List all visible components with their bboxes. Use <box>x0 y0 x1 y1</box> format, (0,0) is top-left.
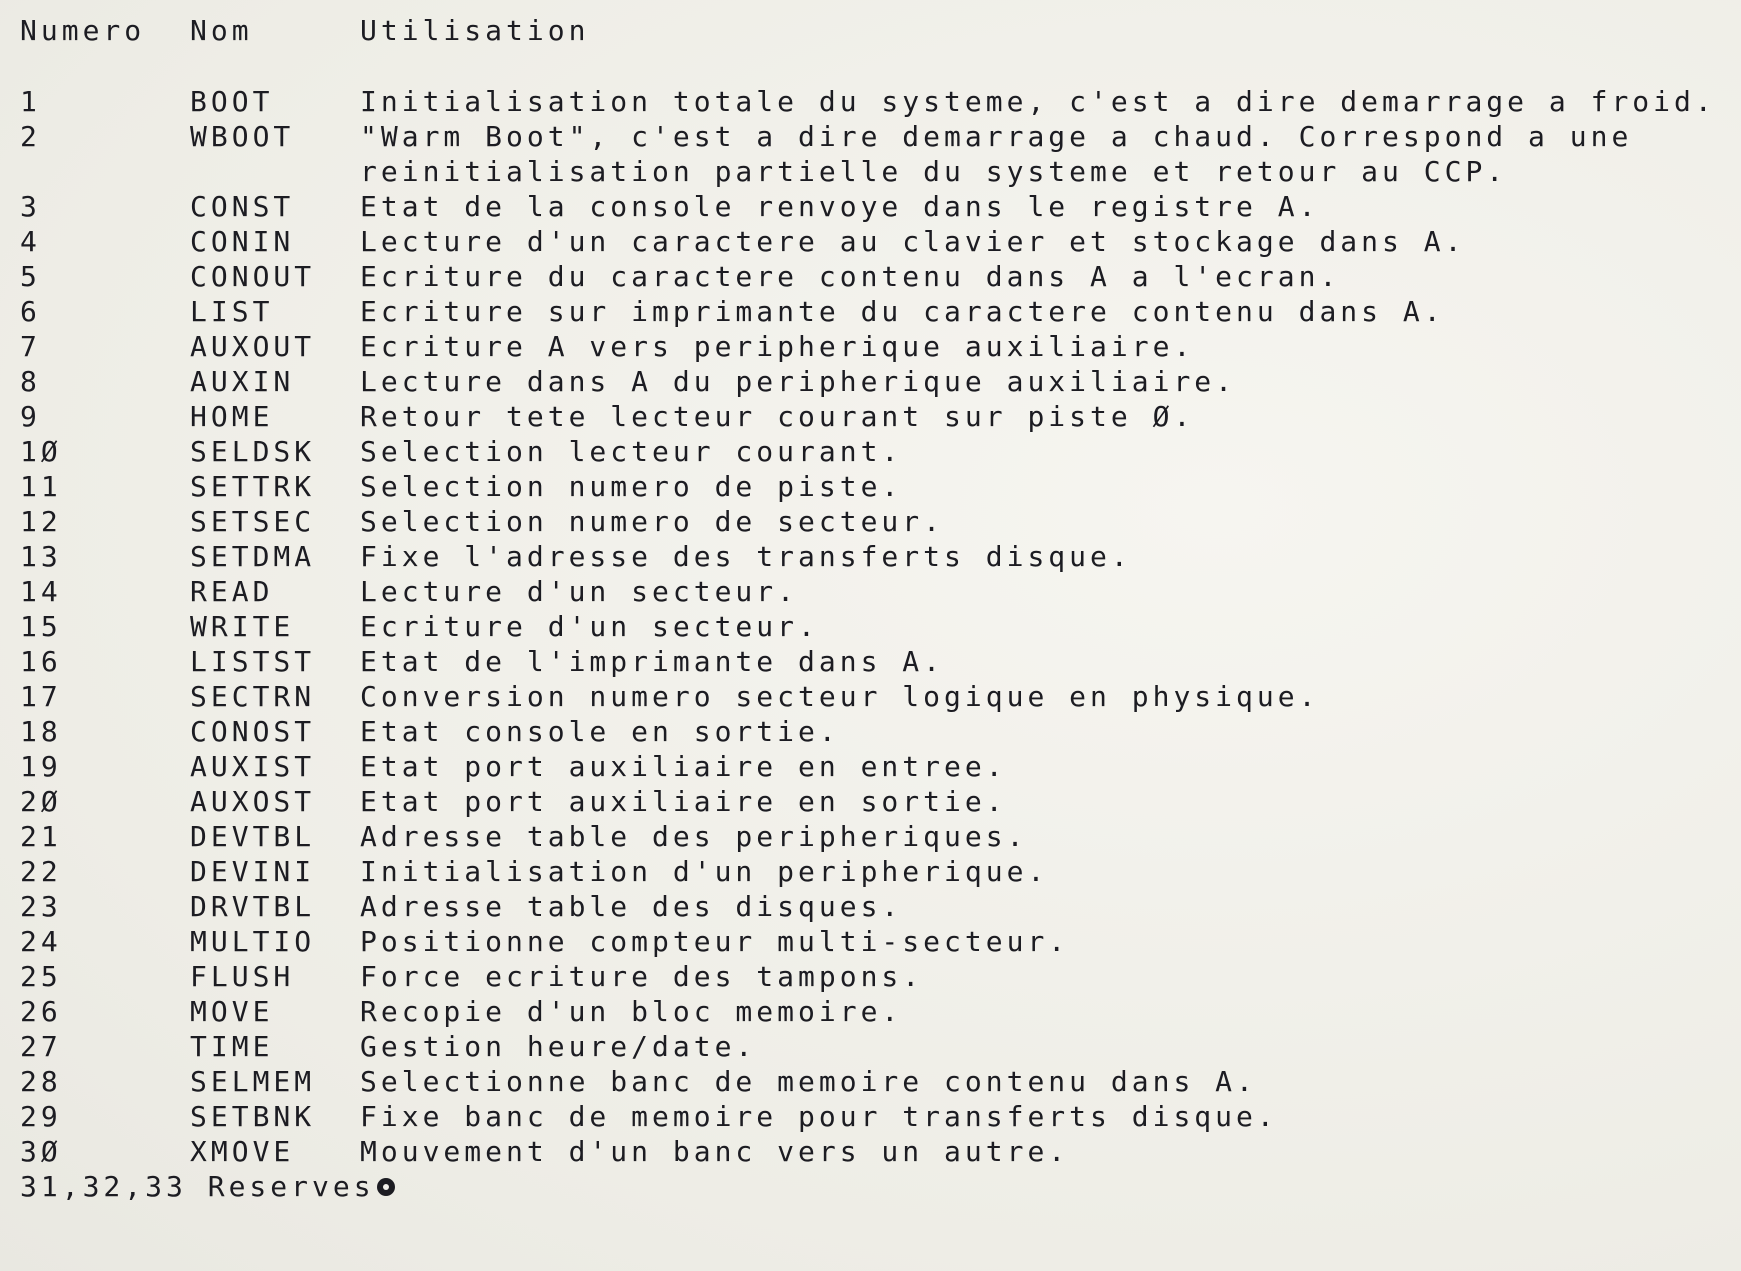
function-description: Etat console en sortie. <box>360 715 840 748</box>
function-name: CONST <box>190 190 295 223</box>
function-name: WRITE <box>190 610 295 643</box>
function-name: AUXIST <box>190 750 316 783</box>
table-body <box>20 84 1720 1169</box>
table-row <box>20 399 1720 434</box>
function-description: Adresse table des peripheriques. <box>360 820 1028 853</box>
function-description: Initialisation d'un peripherique. <box>360 855 1049 888</box>
function-description: Selection lecteur courant. <box>360 435 903 468</box>
function-name: XMOVE <box>190 1135 295 1168</box>
function-name: CONIN <box>190 225 295 258</box>
function-number: 13 <box>20 540 62 573</box>
function-name: MOVE <box>190 995 274 1028</box>
function-description: Retour tete lecteur courant sur piste Ø. <box>360 400 1195 433</box>
function-description: Ecriture du caractere contenu dans A a l'ecran. <box>360 260 1341 293</box>
function-number: 27 <box>20 1030 62 1063</box>
function-number: 7 <box>20 330 41 363</box>
function-name: DEVTBL <box>190 820 316 853</box>
function-description: Lecture dans A du peripherique auxiliaire. <box>360 365 1237 398</box>
reserved-text: 31,32,33 Reserves <box>20 1170 375 1203</box>
function-number: 21 <box>20 820 62 853</box>
function-description: Etat de la console renvoye dans le registre A. <box>360 190 1320 223</box>
function-description: Selectionne banc de memoire contenu dans A. <box>360 1065 1257 1098</box>
bios-function-table <box>20 14 1720 1204</box>
function-description: Etat port auxiliaire en sortie. <box>360 785 1007 818</box>
function-number: 24 <box>20 925 62 958</box>
function-description: Positionne compteur multi-secteur. <box>360 925 1070 958</box>
function-number: 17 <box>20 680 62 713</box>
function-number: 22 <box>20 855 62 888</box>
function-number: 5 <box>20 260 41 293</box>
function-number: 6 <box>20 295 41 328</box>
function-description: Gestion heure/date. <box>360 1030 757 1063</box>
function-number: 4 <box>20 225 41 258</box>
function-name: SETDMA <box>190 540 316 573</box>
function-name: WBOOT <box>190 120 295 153</box>
table-row <box>20 714 1720 749</box>
function-name: CONOUT <box>190 260 316 293</box>
function-number: 1Ø <box>20 435 62 468</box>
header-utilisation: Utilisation <box>360 14 590 47</box>
table-row <box>20 84 1720 119</box>
table-row <box>20 819 1720 854</box>
table-row <box>20 329 1720 364</box>
function-description: Fixe banc de memoire pour transferts disque. <box>360 1100 1278 1133</box>
table-row <box>20 644 1720 679</box>
table-row <box>20 224 1720 259</box>
table-row <box>20 1029 1720 1064</box>
function-number: 29 <box>20 1100 62 1133</box>
reserved-note <box>20 1169 1720 1204</box>
function-number: 25 <box>20 960 62 993</box>
function-number: 3Ø <box>20 1135 62 1168</box>
table-row <box>20 539 1720 574</box>
function-number: 2Ø <box>20 785 62 818</box>
function-name: AUXOUT <box>190 330 316 363</box>
function-number: 1 <box>20 85 41 118</box>
function-name: SECTRN <box>190 680 316 713</box>
function-name: SETTRK <box>190 470 316 503</box>
function-number: 9 <box>20 400 41 433</box>
function-description: Conversion numero secteur logique en physique. <box>360 680 1320 713</box>
function-number: 2 <box>20 120 41 153</box>
table-row <box>20 189 1720 224</box>
function-description: Adresse table des disques. <box>360 890 903 923</box>
function-description: Ecriture A vers peripherique auxiliaire. <box>360 330 1195 363</box>
function-description: Selection numero de piste. <box>360 470 903 503</box>
function-number: 28 <box>20 1065 62 1098</box>
table-row <box>20 1064 1720 1099</box>
function-number: 16 <box>20 645 62 678</box>
function-description: Force ecriture des tampons. <box>360 960 924 993</box>
table-row <box>20 609 1720 644</box>
function-description: Ecriture d'un secteur. <box>360 610 819 643</box>
table-row <box>20 679 1720 714</box>
table-row <box>20 504 1720 539</box>
header-nom: Nom <box>190 14 253 47</box>
function-name: CONOST <box>190 715 316 748</box>
function-description: Lecture d'un caractere au clavier et stockage dans A. <box>360 225 1466 258</box>
table-row <box>20 889 1720 924</box>
function-description: Mouvement d'un banc vers un autre. <box>360 1135 1070 1168</box>
function-number: 15 <box>20 610 62 643</box>
function-number: 3 <box>20 190 41 223</box>
function-description: Ecriture sur imprimante du caractere contenu dans A. <box>360 295 1445 328</box>
function-description: Etat de l'imprimante dans A. <box>360 645 945 678</box>
table-row <box>20 1134 1720 1169</box>
function-name: SETSEC <box>190 505 316 538</box>
table-row <box>20 749 1720 784</box>
function-name: HOME <box>190 400 274 433</box>
function-description: Selection numero de secteur. <box>360 505 945 538</box>
function-name: READ <box>190 575 274 608</box>
function-number: 23 <box>20 890 62 923</box>
bullet-mark-icon <box>377 1178 395 1196</box>
table-row <box>20 119 1720 189</box>
function-description: Fixe l'adresse des transferts disque. <box>360 540 1132 573</box>
table-row <box>20 959 1720 994</box>
function-description: Recopie d'un bloc memoire. <box>360 995 903 1028</box>
header-numero: Numero <box>20 14 146 47</box>
function-description: "Warm Boot", c'est a dire demarrage a chaud. Correspond a une reinitialisation partielle du systeme et retour au CCP. <box>360 120 1633 188</box>
table-row <box>20 854 1720 889</box>
function-name: AUXIN <box>190 365 295 398</box>
function-name: BOOT <box>190 85 274 118</box>
function-name: SELMEM <box>190 1065 316 1098</box>
function-number: 12 <box>20 505 62 538</box>
function-name: SELDSK <box>190 435 316 468</box>
function-name: LIST <box>190 295 274 328</box>
table-row <box>20 1099 1720 1134</box>
function-number: 18 <box>20 715 62 748</box>
table-row <box>20 994 1720 1029</box>
function-number: 8 <box>20 365 41 398</box>
table-header <box>20 14 1720 64</box>
table-row <box>20 784 1720 819</box>
function-number: 14 <box>20 575 62 608</box>
function-name: MULTIO <box>190 925 316 958</box>
function-number: 26 <box>20 995 62 1028</box>
function-name: DEVINI <box>190 855 316 888</box>
function-name: DRVTBL <box>190 890 316 923</box>
function-name: FLUSH <box>190 960 295 993</box>
function-description: Etat port auxiliaire en entree. <box>360 750 1007 783</box>
table-row <box>20 364 1720 399</box>
function-number: 19 <box>20 750 62 783</box>
function-name: TIME <box>190 1030 274 1063</box>
function-description: Initialisation totale du systeme, c'est a dire demarrage a froid. <box>360 85 1716 118</box>
table-row <box>20 574 1720 609</box>
table-row <box>20 294 1720 329</box>
table-row <box>20 259 1720 294</box>
function-name: LISTST <box>190 645 316 678</box>
function-name: SETBNK <box>190 1100 316 1133</box>
table-row <box>20 434 1720 469</box>
table-row <box>20 469 1720 504</box>
function-description: Lecture d'un secteur. <box>360 575 799 608</box>
table-row <box>20 924 1720 959</box>
function-name: AUXOST <box>190 785 316 818</box>
function-number: 11 <box>20 470 62 503</box>
